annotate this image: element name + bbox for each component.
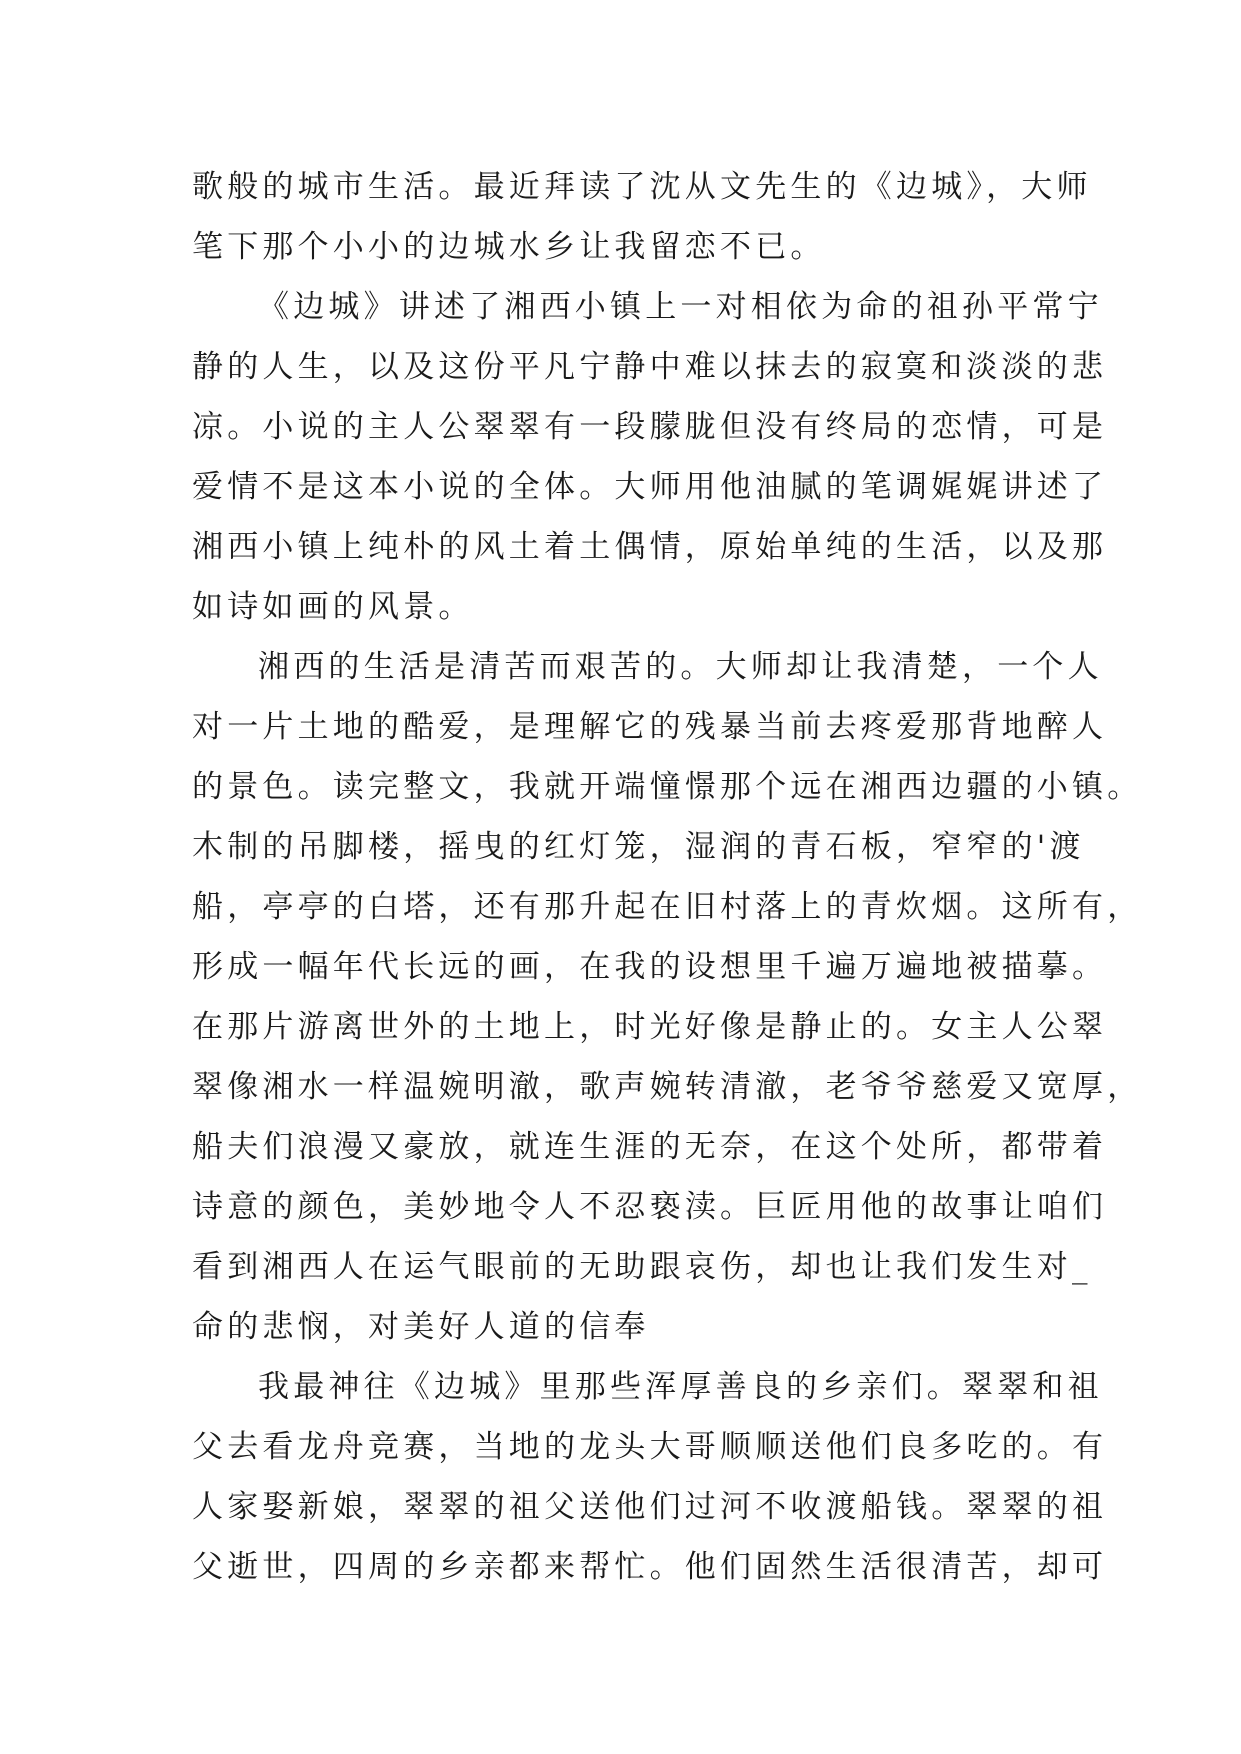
text-line: 《边城》讲述了湘西小镇上一对相依为命的祖孙平常宁 [258, 289, 1103, 325]
text-line: 看到湘西人在运气眼前的无助跟哀伤，却也让我们发生对_ [192, 1249, 1092, 1285]
text-line: 木制的吊脚楼，摇曳的红灯笼，湿润的青石板，窄窄的'渡 [192, 829, 1085, 865]
text-line: 父逝世，四周的乡亲都来帮忙。他们固然生活很清苦，却可 [192, 1549, 1108, 1585]
text-line: 歌般的城市生活。最近拜读了沈从文先生的《边城》，大师 [192, 169, 1092, 205]
text-line: 静的人生，以及这份平凡宁静中难以抹去的寂寞和淡淡的悲 [192, 349, 1108, 385]
text-line: 爱情不是这本小说的全体。大师用他油腻的笔调娓娓讲述了 [192, 469, 1108, 505]
text-line: 在那片游离世外的土地上，时光好像是静止的。女主人公翠 [192, 1009, 1108, 1045]
text-line: 命的悲悯，对美好人道的信奉 [192, 1309, 650, 1345]
text-line: 凉。小说的主人公翠翠有一段朦胧但没有终局的恋情，可是 [192, 409, 1108, 445]
text-line: 如诗如画的风景。 [192, 589, 474, 625]
text-line: 人家娶新娘，翠翠的祖父送他们过河不收渡船钱。翠翠的祖 [192, 1489, 1108, 1525]
text-line: 湘西的生活是清苦而艰苦的。大师却让我清楚，一个人 [258, 649, 1103, 685]
body-text [192, 157, 1143, 1597]
paragraph-4 [192, 1357, 1108, 1597]
text-line: 的景色。读完整文，我就开端憧憬那个远在湘西边疆的小镇。 [192, 769, 1143, 805]
text-line: 船夫们浪漫又豪放，就连生涯的无奈，在这个处所，都带着 [192, 1129, 1108, 1165]
text-line: 翠像湘水一样温婉明澈，歌声婉转清澈，老爷爷慈爱又宽厚， [192, 1069, 1143, 1105]
text-line: 形成一幅年代长远的画，在我的设想里千遍万遍地被描摹。 [192, 949, 1108, 985]
paragraph-1 [192, 157, 1092, 277]
text-line: 对一片土地的酷爱，是理解它的残暴当前去疼爱那背地醉人 [192, 709, 1108, 745]
text-line: 父去看龙舟竞赛，当地的龙头大哥顺顺送他们良多吃的。有 [192, 1429, 1108, 1465]
paragraph-2 [192, 277, 1108, 637]
text-line: 湘西小镇上纯朴的风土着土偶情，原始单纯的生活，以及那 [192, 529, 1108, 565]
text-line: 船，亭亭的白塔，还有那升起在旧村落上的青炊烟。这所有， [192, 889, 1143, 925]
paragraph-3 [192, 637, 1143, 1357]
text-line: 诗意的颜色，美妙地令人不忍亵渎。巨匠用他的故事让咱们 [192, 1189, 1108, 1225]
text-line: 笔下那个小小的边城水乡让我留恋不已。 [192, 229, 826, 265]
text-line: 我最神往《边城》里那些浑厚善良的乡亲们。翠翠和祖 [258, 1369, 1103, 1405]
